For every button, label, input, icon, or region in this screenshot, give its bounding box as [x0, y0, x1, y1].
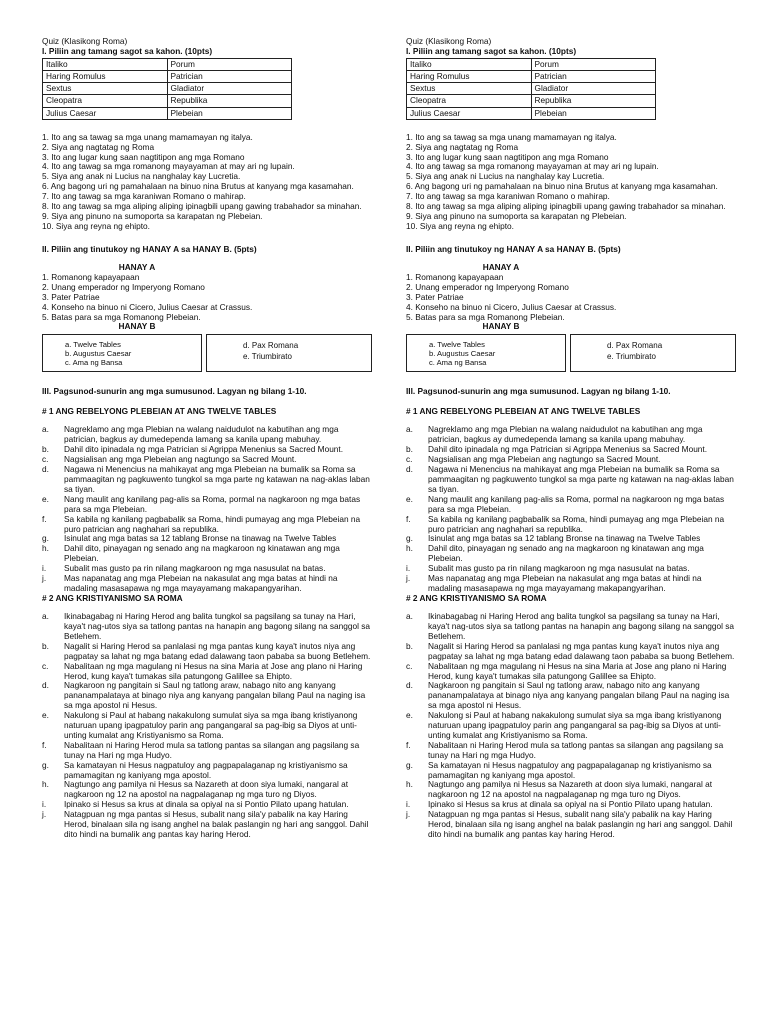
question-item: 9. Siya ang pinuno na sumoporta sa karapatan ng Plebeian.	[406, 211, 627, 221]
question-item: 3. Ito ang lugar kung saan nagtitipon ang mga Romano	[42, 151, 245, 162]
hanay-b-left-box	[42, 334, 202, 372]
section1-title: I. Piliin ang tamang sagot sa kahon. (10pts)	[406, 45, 577, 56]
item-letter: j.	[42, 573, 47, 584]
choices-row	[407, 107, 656, 119]
sequence-item	[406, 810, 736, 840]
hanay-b-option: e. Triumbirato	[243, 351, 292, 361]
item-letter: a.	[42, 611, 49, 622]
item-text: Ikinabagabag ni Haring Herod ang balita tungkol sa pagsilang sa tunay na Hari, kaya't nag-utos siya sa tatlong pantas na hanapin ang bagong silang na sanggol sa Betlehem.	[64, 611, 371, 641]
sequence-item	[406, 544, 736, 564]
choices-row	[407, 71, 656, 83]
item-text: Sa kabila ng kanilang pagbabalik sa Roma, hindi pumayag ang mga Plebeian na puro patrician ang naghahari sa republika.	[64, 513, 361, 534]
sequence-item	[42, 780, 372, 800]
question-item: 2. Siya ang nagtatag ng Roma	[42, 141, 155, 152]
part2-list	[42, 612, 372, 840]
sequence-item	[42, 544, 372, 564]
item-text: Nagsialisan ang mga Plebeian ang nagtungo sa Sacred Mount.	[428, 454, 661, 465]
item-letter: f.	[42, 739, 47, 750]
choice-cell: Italiko	[407, 58, 532, 70]
item-letter: h.	[42, 543, 49, 554]
item-text: Sa kamatayan ni Hesus nagpatuloy ang pagpapalaganap ng kristiyanismo sa pamamagitan ng kaniyang mga apostol.	[64, 759, 348, 780]
sequence-item	[406, 681, 736, 711]
item-letter: d.	[406, 680, 413, 691]
item-letter: b.	[406, 640, 413, 651]
hanay-a-item: 4. Konseho na binuo ni Cicero, Julius Caesar at Crassus.	[406, 301, 617, 312]
choices-row	[43, 83, 292, 95]
section2-title: II. Piliin ang tinutukoy ng HANAY A sa HANAY B. (5pts)	[42, 243, 257, 254]
sequence-item	[42, 681, 372, 711]
item-letter: c.	[406, 454, 413, 465]
item-text: Nabalitaan ng mga magulang ni Hesus na sina Maria at Jose ang plano ni Haring Herod, kung kaya't tumakas sila patungong Galillee sa Ehipto.	[428, 660, 727, 681]
item-letter: b.	[42, 640, 49, 651]
section3-title: III. Pagsunod-sunurin ang mga sumusunod. Lagyan ng bilang 1-10.	[42, 386, 307, 397]
choice-cell: Plebeian	[531, 107, 656, 119]
question-item: 5. Siya ang anak ni Lucius na nanghalay kay Lucretia.	[42, 171, 241, 182]
sequence-item	[406, 612, 736, 642]
hanay-a-item: 5. Batas para sa mga Romanong Plebeian.	[406, 311, 565, 322]
hanay-b-option: c. Ama ng Bansa	[65, 357, 123, 367]
sequence-item	[406, 574, 736, 594]
part2-list	[406, 612, 736, 840]
hanay-b-option: b. Augustus Caesar	[65, 349, 132, 359]
item-text: Ipinako si Hesus sa krus at dinala sa opiyal na si Pontio Pilato upang hatulan.	[64, 799, 349, 810]
choice-cell: Cleopatra	[407, 95, 532, 107]
item-text: Nagawa ni Menencius na mahikayat ang mga Plebeian na bumalik sa Roma sa pammaagitan ng pagkuwento tungkol sa mga parte ng katawan na nag-aklas laban sa tiyan.	[428, 464, 734, 494]
item-letter: j.	[42, 809, 47, 820]
sequence-item	[406, 780, 736, 800]
hanay-b-right-box	[570, 334, 736, 372]
section2-title: II. Piliin ang tinutukoy ng HANAY A sa HANAY B. (5pts)	[406, 243, 621, 254]
item-letter: f.	[406, 739, 411, 750]
item-text: Sa kamatayan ni Hesus nagpatuloy ang pagpapalaganap ng kristiyanismo sa pamamagitan ng kaniyang mga apostol.	[428, 759, 712, 780]
hanay-b-option: d. Pax Romana	[607, 341, 663, 351]
item-letter: f.	[406, 513, 411, 524]
choice-cell: Patrician	[167, 71, 292, 83]
question-item: 1. Ito ang sa tawag sa mga unang mamamayan ng italya.	[42, 131, 253, 142]
hanay-a-item: 4. Konseho na binuo ni Cicero, Julius Caesar at Crassus.	[42, 301, 253, 312]
sequence-item	[42, 495, 372, 515]
hanay-a-item: 1. Romanong kapayapaan	[406, 271, 504, 282]
item-letter: h.	[42, 779, 49, 790]
hanay-b-option: b. Augustus Caesar	[429, 349, 496, 359]
item-text: Nagkaroon ng pangitain si Saul ng tatlong araw, nabago nito ang kanyang pananampalataya at binago niya ang kanyang pangalan bilang Paul na naging isa sa mga apostol ni Hesus.	[64, 680, 366, 711]
sequence-item	[406, 662, 736, 682]
item-letter: j.	[406, 809, 411, 820]
question-item: 7. Ito ang tawag sa mga karaniwan Romano o mahirap.	[42, 191, 246, 202]
item-letter: f.	[42, 513, 47, 524]
sequence-item	[42, 810, 372, 840]
sequence-item	[406, 515, 736, 535]
choices-row	[407, 95, 656, 107]
hanay-b-box	[42, 334, 372, 372]
choice-cell: Republika	[167, 95, 292, 107]
part1-title: # 1 ANG REBELYONG PLEBEIAN AT ANG TWELVE TABLES	[406, 406, 641, 417]
hanay-a-label: HANAY A	[118, 262, 156, 273]
section3-title: III. Pagsunod-sunurin ang mga sumusunod. Lagyan ng bilang 1-10.	[406, 386, 671, 397]
item-text: Dahil dito ipinadala ng mga Patrician si Agrippa Menenius sa Sacred Mount.	[64, 444, 344, 455]
choice-cell: Sextus	[407, 83, 532, 95]
item-letter: c.	[406, 660, 413, 671]
question-item: 4. Ito ang tawag sa mga romanong mayayaman at may ari ng lupain.	[42, 161, 295, 172]
quiz-label: Quiz (Klasikong Roma)	[42, 36, 128, 46]
choice-cell: Haring Romulus	[43, 71, 168, 83]
hanay-b-left-box	[406, 334, 566, 372]
choice-cell: Plebeian	[167, 107, 292, 119]
choices-row	[407, 58, 656, 70]
item-letter: h.	[406, 779, 413, 790]
item-letter: e.	[42, 493, 49, 504]
hanay-b-option: e. Triumbirato	[607, 351, 656, 361]
choice-cell: Gladiator	[531, 83, 656, 95]
sequence-item	[42, 662, 372, 682]
part2-title: # 2 ANG KRISTIYANISMO SA ROMA	[406, 592, 547, 603]
item-text: Nagreklamo ang mga Plebian na walang naidudulot na kabutihan ang mga patrician, bagkus ay dumedependa lamang sa kanila upang mabuhay.	[64, 424, 339, 445]
hanay-a-item: 2. Unang emperador ng Imperyong Romano	[42, 281, 205, 292]
item-text: Nagsialisan ang mga Plebeian ang nagtungo sa Sacred Mount.	[64, 454, 297, 465]
question-item: 9. Siya ang pinuno na sumoporta sa karapatan ng Plebeian.	[42, 211, 263, 221]
choice-cell: Gladiator	[167, 83, 292, 95]
item-text: Nagreklamo ang mga Plebian na walang naidudulot na kabutihan ang mga patrician, bagkus ay dumedependa lamang sa kanila upang mabuhay.	[428, 424, 703, 445]
choice-cell: Cleopatra	[43, 95, 168, 107]
question-item: 6. Ang bagong uri ng pamahalaan na binuo nina Brutus at kanyang mga kasamahan.	[42, 181, 354, 192]
question-item: 4. Ito ang tawag sa mga romanong mayayaman at may ari ng lupain.	[406, 161, 659, 172]
item-letter: h.	[406, 543, 413, 554]
item-letter: i.	[406, 563, 411, 574]
item-letter: d.	[42, 680, 49, 691]
item-letter: a.	[406, 424, 413, 435]
item-text: Nang maulit ang kanilang pag-alis sa Roma, pormal na nagkaroon ng mga batas para sa mga Plebeian.	[428, 493, 725, 514]
item-letter: i.	[42, 799, 47, 810]
choices-body	[407, 58, 656, 119]
item-letter: a.	[406, 611, 413, 622]
choice-cell: Porum	[531, 58, 656, 70]
hanay-a-item: 1. Romanong kapayapaan	[42, 271, 140, 282]
hanay-a-list	[42, 273, 372, 323]
sequence-item	[42, 761, 372, 781]
choice-cell: Julius Caesar	[407, 107, 532, 119]
choice-cell: Porum	[167, 58, 292, 70]
sequence-item	[42, 574, 372, 594]
hanay-b-option: a. Twelve Tables	[65, 340, 121, 350]
sequence-item	[42, 515, 372, 535]
sequence-item	[42, 741, 372, 761]
hanay-b-right-box	[206, 334, 372, 372]
question-item: 10. Siya ang reyna ng ehipto.	[406, 220, 514, 231]
choices-row	[43, 71, 292, 83]
sequence-item	[406, 425, 736, 445]
item-text: Nakulong si Paul at habang nakakulong sumulat siya sa mga ibang kristiyanong naturuan upang ipagpatuloy parin ang pangangaral sa pag-ibig sa Diyos at unti-unting kumalat ang Kristiyanismo sa Roma.	[428, 710, 722, 740]
choices-row	[43, 107, 292, 119]
hanay-a-label: HANAY A	[482, 262, 520, 273]
item-letter: g.	[42, 759, 49, 770]
hanay-b-option: d. Pax Romana	[243, 341, 299, 351]
item-letter: d.	[42, 464, 49, 475]
item-text: Nabalitaan ni Haring Herod mula sa tatlong pantas sa silangan ang pagsilang sa tunay na Hari ng mga Hudyo.	[64, 739, 360, 760]
item-text: Nabalitaan ng mga magulang ni Hesus na sina Maria at Jose ang plano ni Haring Herod, kung kaya't tumakas sila patungong Galillee sa Ehipto.	[64, 660, 363, 681]
choices-body	[43, 58, 292, 119]
quiz-copy-right	[406, 37, 736, 840]
question-item: 8. Ito ang tawag sa mga aliping aliping ipinagbili upang gawing trabahador sa minahan.	[42, 201, 362, 212]
sequence-item	[406, 465, 736, 495]
choice-cell: Republika	[531, 95, 656, 107]
item-letter: e.	[42, 710, 49, 721]
part2-title: # 2 ANG KRISTIYANISMO SA ROMA	[42, 592, 183, 603]
section1-title: I. Piliin ang tamang sagot sa kahon. (10pts)	[42, 45, 213, 56]
choice-cell: Haring Romulus	[407, 71, 532, 83]
item-text: Dahil dito, pinayagan ng senado ang na magkaroon ng kinatawan ang mga Plebeian.	[428, 543, 704, 564]
item-text: Isinulat ang mga batas sa 12 tablang Bronse na tinawag na Twelve Tables	[428, 533, 701, 544]
item-letter: d.	[406, 464, 413, 475]
item-letter: g.	[42, 533, 49, 544]
part1-title: # 1 ANG REBELYONG PLEBEIAN AT ANG TWELVE TABLES	[42, 406, 277, 417]
quiz-copy-left	[42, 37, 372, 840]
sequence-item	[42, 465, 372, 495]
sequence-item	[42, 642, 372, 662]
item-text: Nagtungo ang pamilya ni Hesus sa Nazareth at doon siya lumaki, nangaral at nagkaroon ng 12 na apostol na nagpalaganap ng mga turo ng Diyos.	[428, 779, 713, 800]
item-letter: j.	[406, 573, 411, 584]
choices-table	[406, 58, 656, 120]
question-item: 8. Ito ang tawag sa mga aliping aliping ipinagbili upang gawing trabahador sa minahan.	[406, 201, 726, 212]
question-item: 10. Siya ang reyna ng ehipto.	[42, 220, 150, 231]
sequence-item	[406, 741, 736, 761]
item-text: Nagalit si Haring Herod sa panlalasi ng mga pantas kung kaya't inutos niya ang pagpatay sa lahat ng mga batang edad dalawang taon pababa sa buong Betlehem.	[64, 640, 371, 661]
item-letter: c.	[42, 454, 49, 465]
sequence-item	[42, 425, 372, 445]
item-letter: b.	[42, 444, 49, 455]
hanay-b-label: HANAY B	[118, 321, 156, 332]
question-item: 6. Ang bagong uri ng pamahalaan na binuo nina Brutus at kanyang mga kasamahan.	[406, 181, 718, 192]
item-text: Dahil dito, pinayagan ng senado ang na magkaroon ng kinatawan ang mga Plebeian.	[64, 543, 340, 564]
sequence-item	[42, 711, 372, 741]
choice-cell: Italiko	[43, 58, 168, 70]
item-text: Natagpuan ng mga pantas si Hesus, subalit nang sila'y pabalik na kay Haring Herod, binalaan sila ng isang anghel na balak paslangin ng hari ang sanggol. Dahil dito hindi na bumalik ang pantas kay haring Herod.	[64, 809, 369, 840]
question-list	[406, 133, 736, 232]
hanay-b-label: HANAY B	[482, 321, 520, 332]
item-text: Ipinako si Hesus sa krus at dinala sa opiyal na si Pontio Pilato upang hatulan.	[428, 799, 713, 810]
item-letter: a.	[42, 424, 49, 435]
item-text: Dahil dito ipinadala ng mga Patrician si Agrippa Menenius sa Sacred Mount.	[428, 444, 708, 455]
item-text: Nabalitaan ni Haring Herod mula sa tatlong pantas sa silangan ang pagsilang sa tunay na Hari ng mga Hudyo.	[428, 739, 724, 760]
part1-list	[406, 425, 736, 593]
question-item: 5. Siya ang anak ni Lucius na nanghalay kay Lucretia.	[406, 171, 605, 182]
item-letter: c.	[42, 660, 49, 671]
question-item: 7. Ito ang tawag sa mga karaniwan Romano o mahirap.	[406, 191, 610, 202]
choices-row	[43, 95, 292, 107]
item-text: Sa kabila ng kanilang pagbabalik sa Roma, hindi pumayag ang mga Plebeian na puro patrician ang naghahari sa republika.	[428, 513, 725, 534]
hanay-a-item: 2. Unang emperador ng Imperyong Romano	[406, 281, 569, 292]
item-letter: e.	[406, 493, 413, 504]
item-text: Nagalit si Haring Herod sa panlalasi ng mga pantas kung kaya't inutos niya ang pagpatay sa lahat ng mga batang edad dalawang taon pababa sa buong Betlehem.	[428, 640, 735, 661]
part1-list	[42, 425, 372, 593]
item-text: Mas napanatag ang mga Plebeian na nakasulat ang mga batas at hindi na madaling masasapawa ng mga mayayamang makapangyarihan.	[428, 573, 702, 593]
question-item: 3. Ito ang lugar kung saan nagtitipon ang mga Romano	[406, 151, 609, 162]
hanay-b-option: a. Twelve Tables	[429, 340, 485, 350]
sequence-item	[406, 642, 736, 662]
sequence-item	[406, 761, 736, 781]
item-text: Subalit mas gusto pa rin nilang magkaroon ng mga nasusulat na batas.	[64, 563, 326, 574]
choice-cell: Sextus	[43, 83, 168, 95]
item-text: Nagtungo ang pamilya ni Hesus sa Nazareth at doon siya lumaki, nangaral at nagkaroon ng 12 na apostol na nagpalaganap ng mga turo ng Diyos.	[64, 779, 349, 800]
item-text: Natagpuan ng mga pantas si Hesus, subalit nang sila'y pabalik na kay Haring Herod, binalaan sila ng isang anghel na balak paslangin ng hari ang sanggol. Dahil dito hindi na bumalik ang pantas kay haring Herod.	[428, 809, 733, 840]
question-item: 2. Siya ang nagtatag ng Roma	[406, 141, 519, 152]
sequence-item	[406, 495, 736, 515]
item-text: Ikinabagabag ni Haring Herod ang balita tungkol sa pagsilang sa tunay na Hari, kaya't nag-utos siya sa tatlong pantas na hanapin ang bagong silang na sanggol sa Betlehem.	[428, 611, 735, 641]
item-text: Mas napanatag ang mga Plebeian na nakasulat ang mga batas at hindi na madaling masasapawa ng mga mayayamang makapangyarihan.	[64, 573, 338, 593]
item-text: Nagawa ni Menencius na mahikayat ang mga Plebeian na bumalik sa Roma sa pammaagitan ng pagkuwento tungkol sa mga parte ng katawan na nag-aklas laban sa tiyan.	[64, 464, 370, 494]
choices-table	[42, 58, 292, 120]
item-text: Isinulat ang mga batas sa 12 tablang Bronse na tinawag na Twelve Tables	[64, 533, 337, 544]
item-text: Nakulong si Paul at habang nakakulong sumulat siya sa mga ibang kristiyanong naturuan upang ipagpatuloy parin ang pangangaral sa pag-ibig sa Diyos at unti-unting kumalat ang Kristiyanismo sa Roma.	[64, 710, 358, 740]
item-letter: i.	[42, 563, 47, 574]
question-item: 1. Ito ang sa tawag sa mga unang mamamayan ng italya.	[406, 131, 617, 142]
sequence-item	[42, 612, 372, 642]
item-letter: g.	[406, 759, 413, 770]
item-letter: e.	[406, 710, 413, 721]
choices-row	[407, 83, 656, 95]
hanay-a-item: 3. Pater Patriae	[406, 291, 464, 302]
item-text: Nagkaroon ng pangitain si Saul ng tatlong araw, nabago nito ang kanyang pananampalataya at binago niya ang kanyang pangalan bilang Paul na naging isa sa mga apostol ni Hesus.	[428, 680, 730, 711]
hanay-a-item: 3. Pater Patriae	[42, 291, 100, 302]
choice-cell: Patrician	[531, 71, 656, 83]
item-text: Subalit mas gusto pa rin nilang magkaroon ng mga nasusulat na batas.	[428, 563, 690, 574]
hanay-b-option: c. Ama ng Bansa	[429, 357, 487, 367]
hanay-b-box	[406, 334, 736, 372]
item-letter: i.	[406, 799, 411, 810]
item-letter: b.	[406, 444, 413, 455]
hanay-a-list	[406, 273, 736, 323]
item-letter: g.	[406, 533, 413, 544]
sequence-item	[406, 711, 736, 741]
item-text: Nang maulit ang kanilang pag-alis sa Roma, pormal na nagkaroon ng mga batas para sa mga Plebeian.	[64, 493, 361, 514]
hanay-a-item: 5. Batas para sa mga Romanong Plebeian.	[42, 311, 201, 322]
question-list	[42, 133, 372, 232]
choices-row	[43, 58, 292, 70]
quiz-label: Quiz (Klasikong Roma)	[406, 36, 492, 46]
choice-cell: Julius Caesar	[43, 107, 168, 119]
